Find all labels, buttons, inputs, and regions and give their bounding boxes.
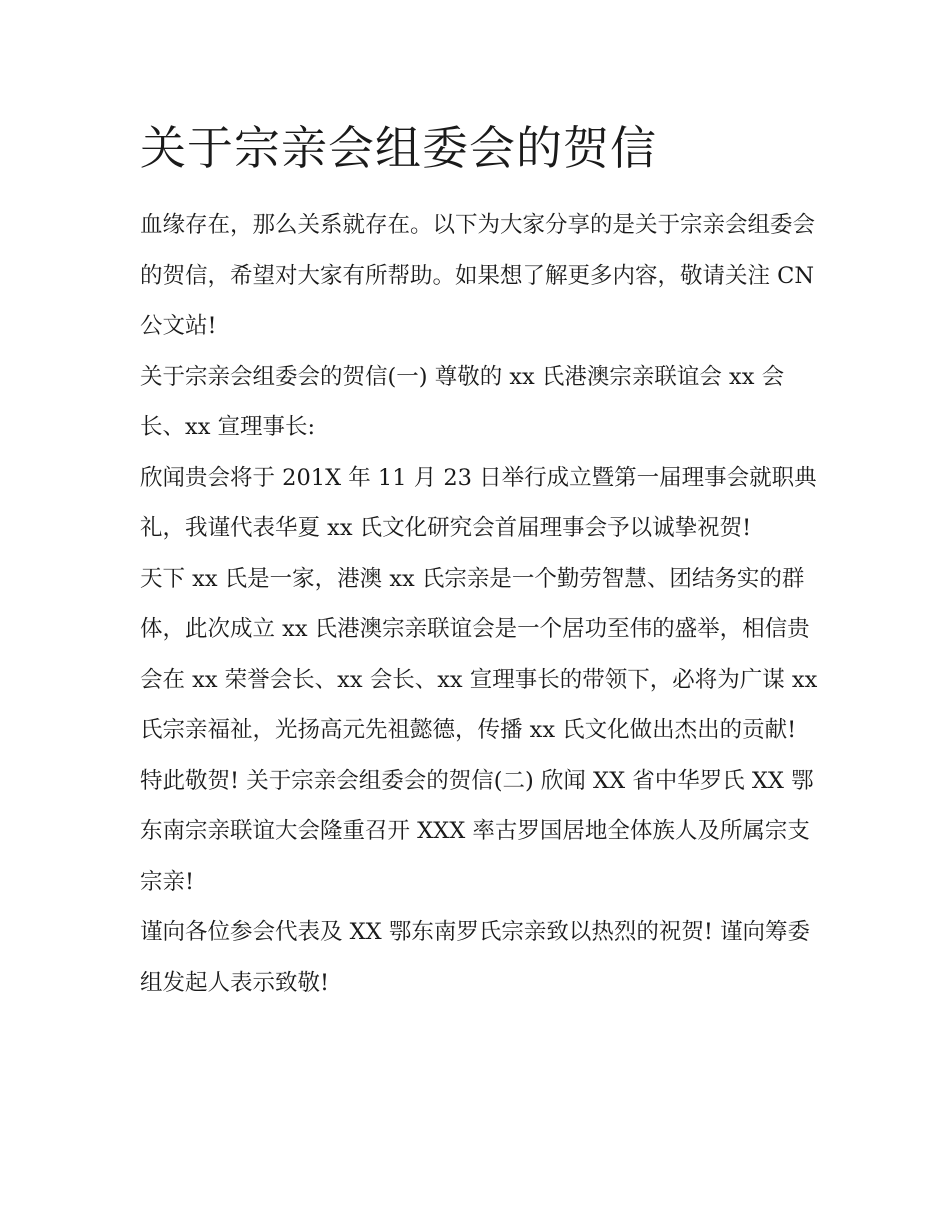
paragraph-letter-two-opening: 特此敬贺! 关于宗亲会组委会的贺信(二) 欣闻 XX 省中华罗氏 XX 鄂东南宗亲联谊大会隆重召开 XXX 率古罗国居地全体族人及所属宗支宗亲!: [140, 767, 814, 895]
paragraph-congratulation: 欣闻贵会将于 201X 年 11 月 23 日举行成立暨第一届理事会就职典礼，我谨代表华夏 xx 氏文化研究会首届理事会予以诚挚祝贺!: [140, 464, 817, 541]
paragraph-salute: 谨向各位参会代表及 XX 鄂东南罗氏宗亲致以热烈的祝贺! 谨向筹委组发起人表示致敬!: [140, 919, 811, 996]
document-body: [140, 112, 820, 1008]
document-title: 关于宗亲会组委会的贺信: [140, 121, 657, 175]
paragraph-intro: 血缘存在，那么关系就存在。以下为大家分享的是关于宗亲会组委会的贺信，希望对大家有所帮助。如果想了解更多内容，敬请关注 CN 公文站!: [140, 212, 816, 339]
paragraph-letter-one-salutation: 关于宗亲会组委会的贺信(一) 尊敬的 xx 氏港澳宗亲联谊会 xx 会长、xx 宣理事长:: [140, 363, 785, 440]
paragraph-praise: 天下 xx 氏是一家，港澳 xx 氏宗亲是一个勤劳智慧、团结务实的群体，此次成立 xx 氏港澳宗亲联谊会是一个居功至伟的盛举，相信贵会在 xx 荣誉会长、xx 会长、xx 宣理事长的带领下，必将为广谋 xx 氏宗亲福祉，光扬高元先祖懿德，传播 xx 氏文化做出杰出的贡献!: [140, 565, 818, 743]
